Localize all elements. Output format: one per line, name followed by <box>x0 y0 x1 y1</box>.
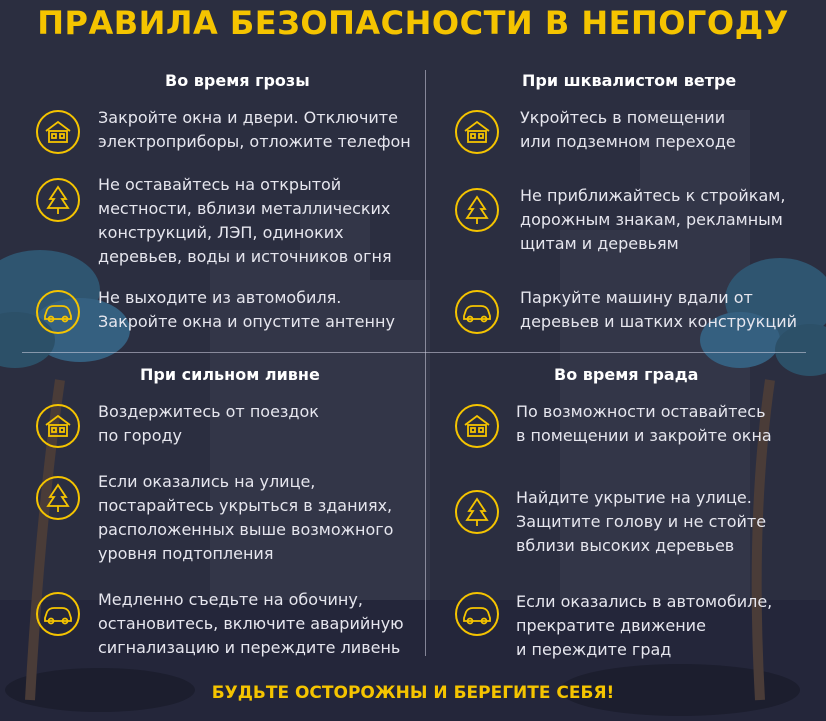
text-line: дорожным знакам, рекламным <box>520 210 783 229</box>
car-icon <box>36 290 80 334</box>
text-line: деревьев, воды и источников огня <box>98 247 392 266</box>
text-line: щитам и деревьям <box>520 234 679 253</box>
text-line: Не выходите из автомобиля. <box>98 288 342 307</box>
text-line: остановитесь, включите аварийную <box>98 614 404 633</box>
tree-icon <box>36 476 80 520</box>
footer-slogan: БУДЬТЕ ОСТОРОЖНЫ И БЕРЕГИТЕ СЕБЯ! <box>211 683 615 703</box>
text-line: конструкций, ЛЭП, одиноких <box>98 223 344 242</box>
text-line: По возможности оставайтесь <box>516 402 766 421</box>
text-line: сигнализацию и переждите ливень <box>98 638 401 657</box>
text-line: электроприборы, отложите телефон <box>98 132 411 151</box>
car-icon <box>455 290 499 334</box>
text-line: Медленно съедьте на обочину, <box>98 590 363 609</box>
section-title: Во время града <box>554 365 699 384</box>
text-line: вблизи высоких деревьев <box>516 536 735 555</box>
tree-icon <box>455 490 499 534</box>
text-line: Не приближайтесь к стройкам, <box>520 186 786 205</box>
page-title: ПРАВИЛА БЕЗОПАСНОСТИ В НЕПОГОДУ <box>37 4 789 42</box>
text-line: Если оказались на улице, <box>98 472 316 491</box>
section-title: При сильном ливне <box>140 365 320 384</box>
text-line: Найдите укрытие на улице. <box>516 488 752 507</box>
text-line: Не оставайтесь на открытой <box>98 175 342 194</box>
text-line: деревьев и шатких конструкций <box>520 312 797 331</box>
text-line: по городу <box>98 426 183 445</box>
text-line: Укройтесь в помещении <box>520 108 726 127</box>
horizontal-divider <box>22 352 806 353</box>
tree-icon <box>455 188 499 232</box>
text-line: прекратите движение <box>516 616 706 635</box>
text-line: Закройте окна и двери. Отключите <box>98 108 398 127</box>
house-icon <box>36 404 80 448</box>
text-line: уровня подтопления <box>98 544 274 563</box>
section-title: При шквалистом ветре <box>522 71 737 90</box>
vertical-divider <box>425 70 426 656</box>
text-line: в помещении и закройте окна <box>516 426 772 445</box>
text-line: Паркуйте машину вдали от <box>520 288 753 307</box>
house-icon <box>455 110 499 154</box>
text-line: и переждите град <box>516 640 672 659</box>
text-line: расположенных выше возможного <box>98 520 394 539</box>
text-line: Закройте окна и опустите антенну <box>98 312 395 331</box>
section-title: Во время грозы <box>165 71 310 90</box>
car-icon <box>455 592 499 636</box>
text-line: постарайтесь укрыться в зданиях, <box>98 496 393 515</box>
tree-icon <box>36 178 80 222</box>
text-line: Защитите голову и не стойте <box>516 512 767 531</box>
car-icon <box>36 592 80 636</box>
text-line: или подземном переходе <box>520 132 736 151</box>
house-icon <box>36 110 80 154</box>
text-line: Воздержитесь от поездок <box>98 402 319 421</box>
text-line: местности, вблизи металлических <box>98 199 391 218</box>
house-icon <box>455 404 499 448</box>
text-line: Если оказались в автомобиле, <box>516 592 773 611</box>
